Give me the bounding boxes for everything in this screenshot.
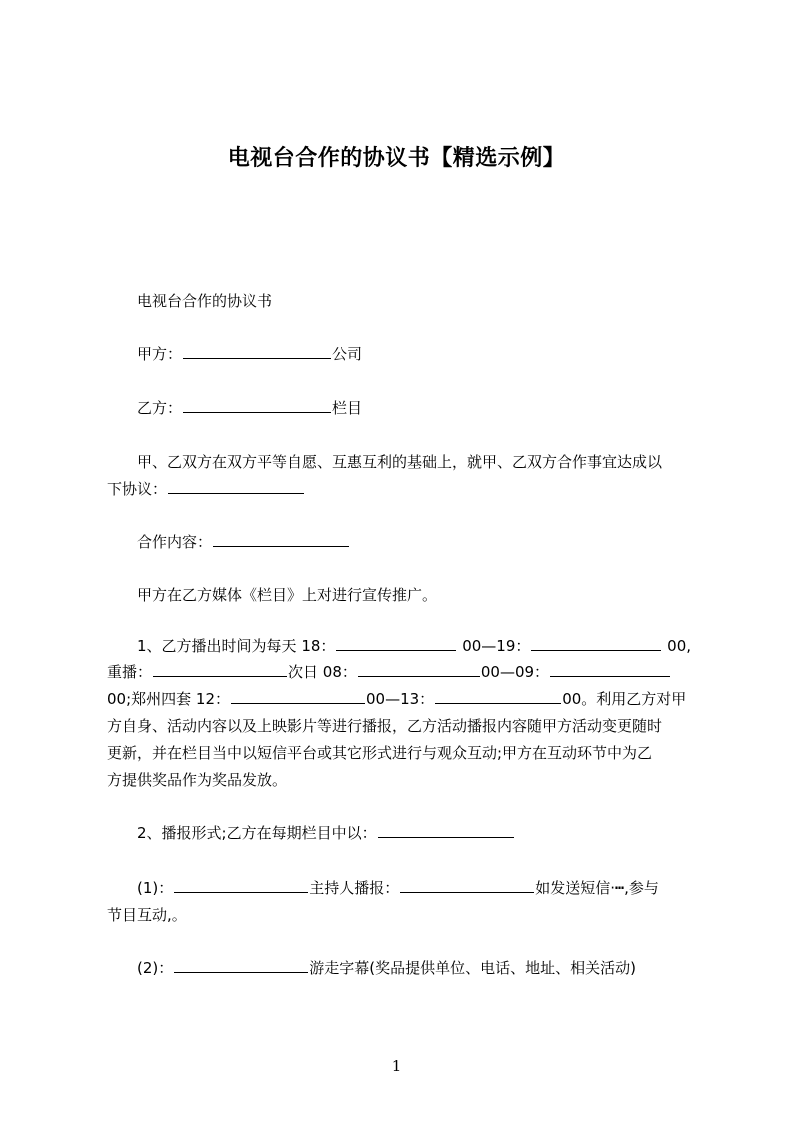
item1-line2-mid1: 次日 08： xyxy=(288,663,357,681)
sub2-prefix: (2)： xyxy=(137,959,174,977)
item1-line-1 xyxy=(137,636,737,656)
sub1-blank-2 xyxy=(400,878,534,893)
sub1-line-2: 节目互动,。 xyxy=(107,906,187,924)
content-label: 合作内容： xyxy=(137,533,213,551)
item1-line2-prefix: 重播： xyxy=(107,663,153,681)
item1-blank-2 xyxy=(531,636,661,651)
item1-line3-prefix: 00;郑州四套 12： xyxy=(107,690,230,708)
promo-statement: 甲方在乙方媒体《栏目》上对进行宣传推广。 xyxy=(137,586,438,604)
item1-line-2 xyxy=(107,662,707,682)
item1-line-4: 方自身、活动内容以及上映影片等进行播报，乙方活动播报内容随甲方活动变更随时 xyxy=(107,717,663,735)
sub2-line xyxy=(137,958,737,978)
item1-line1-mid: 00—19： xyxy=(462,637,531,655)
item1-blank-7 xyxy=(435,689,561,704)
party-b-blank xyxy=(183,398,331,413)
item1-line2-mid2: 00—09： xyxy=(480,663,550,681)
sub1-end: 如发送短信·┅,参与 xyxy=(535,879,659,897)
item1-line1-prefix: 1、乙方播出时间为每天 18： xyxy=(137,637,336,655)
sub1-prefix: (1)： xyxy=(137,879,174,897)
party-b-label: 乙方： xyxy=(137,399,183,417)
agreement-heading: 电视台合作的协议书 xyxy=(137,292,273,310)
item2-line xyxy=(137,823,737,843)
sub2-blank xyxy=(174,958,308,973)
party-a-label: 甲方： xyxy=(137,345,183,363)
item1-blank-1 xyxy=(336,636,456,651)
intro-line-2 xyxy=(107,479,707,499)
item1-line-3 xyxy=(107,689,707,709)
page-number: 1 xyxy=(391,1057,402,1075)
intro-line-1: 甲、乙双方在双方平等自愿、互惠互利的基础上，就甲、乙双方合作事宜达成以 xyxy=(137,453,663,471)
item1-blank-3 xyxy=(153,662,287,677)
item1-line-6: 方提供奖品作为奖品发放。 xyxy=(107,771,288,789)
agreement-blank xyxy=(168,479,304,494)
item2-text: 2、播报形式;乙方在每期栏目中以： xyxy=(137,824,377,842)
item1-line1-end: 00, xyxy=(667,637,692,655)
sub2-end: 游走字幕(奖品提供单位、电话、地址、相关活动) xyxy=(309,959,636,977)
sub1-blank-1 xyxy=(174,878,308,893)
item1-blank-6 xyxy=(231,689,365,704)
item1-blank-4 xyxy=(358,662,480,677)
item1-line3-end: 00。利用乙方对甲 xyxy=(562,690,687,708)
item1-blank-5 xyxy=(550,662,670,677)
intro-line-2-prefix: 下协议： xyxy=(107,480,168,498)
party-b-line xyxy=(137,398,737,418)
content-line xyxy=(137,532,737,552)
sub1-line-1 xyxy=(137,878,737,898)
document-title: 电视台合作的协议书【精选示例】 xyxy=(227,146,566,171)
item1-line-5: 更新，并在栏目当中以短信平台或其它形式进行与观众互动;甲方在互动环节中为乙 xyxy=(107,744,653,762)
item2-blank xyxy=(378,823,514,838)
content-blank xyxy=(213,532,349,547)
party-a-suffix: 公司 xyxy=(332,345,363,363)
party-a-line xyxy=(137,344,737,364)
party-b-suffix: 栏目 xyxy=(332,399,363,417)
item1-line3-mid: 00—13： xyxy=(366,690,435,708)
party-a-blank xyxy=(183,344,331,359)
sub1-mid: 主持人播报： xyxy=(309,879,400,897)
